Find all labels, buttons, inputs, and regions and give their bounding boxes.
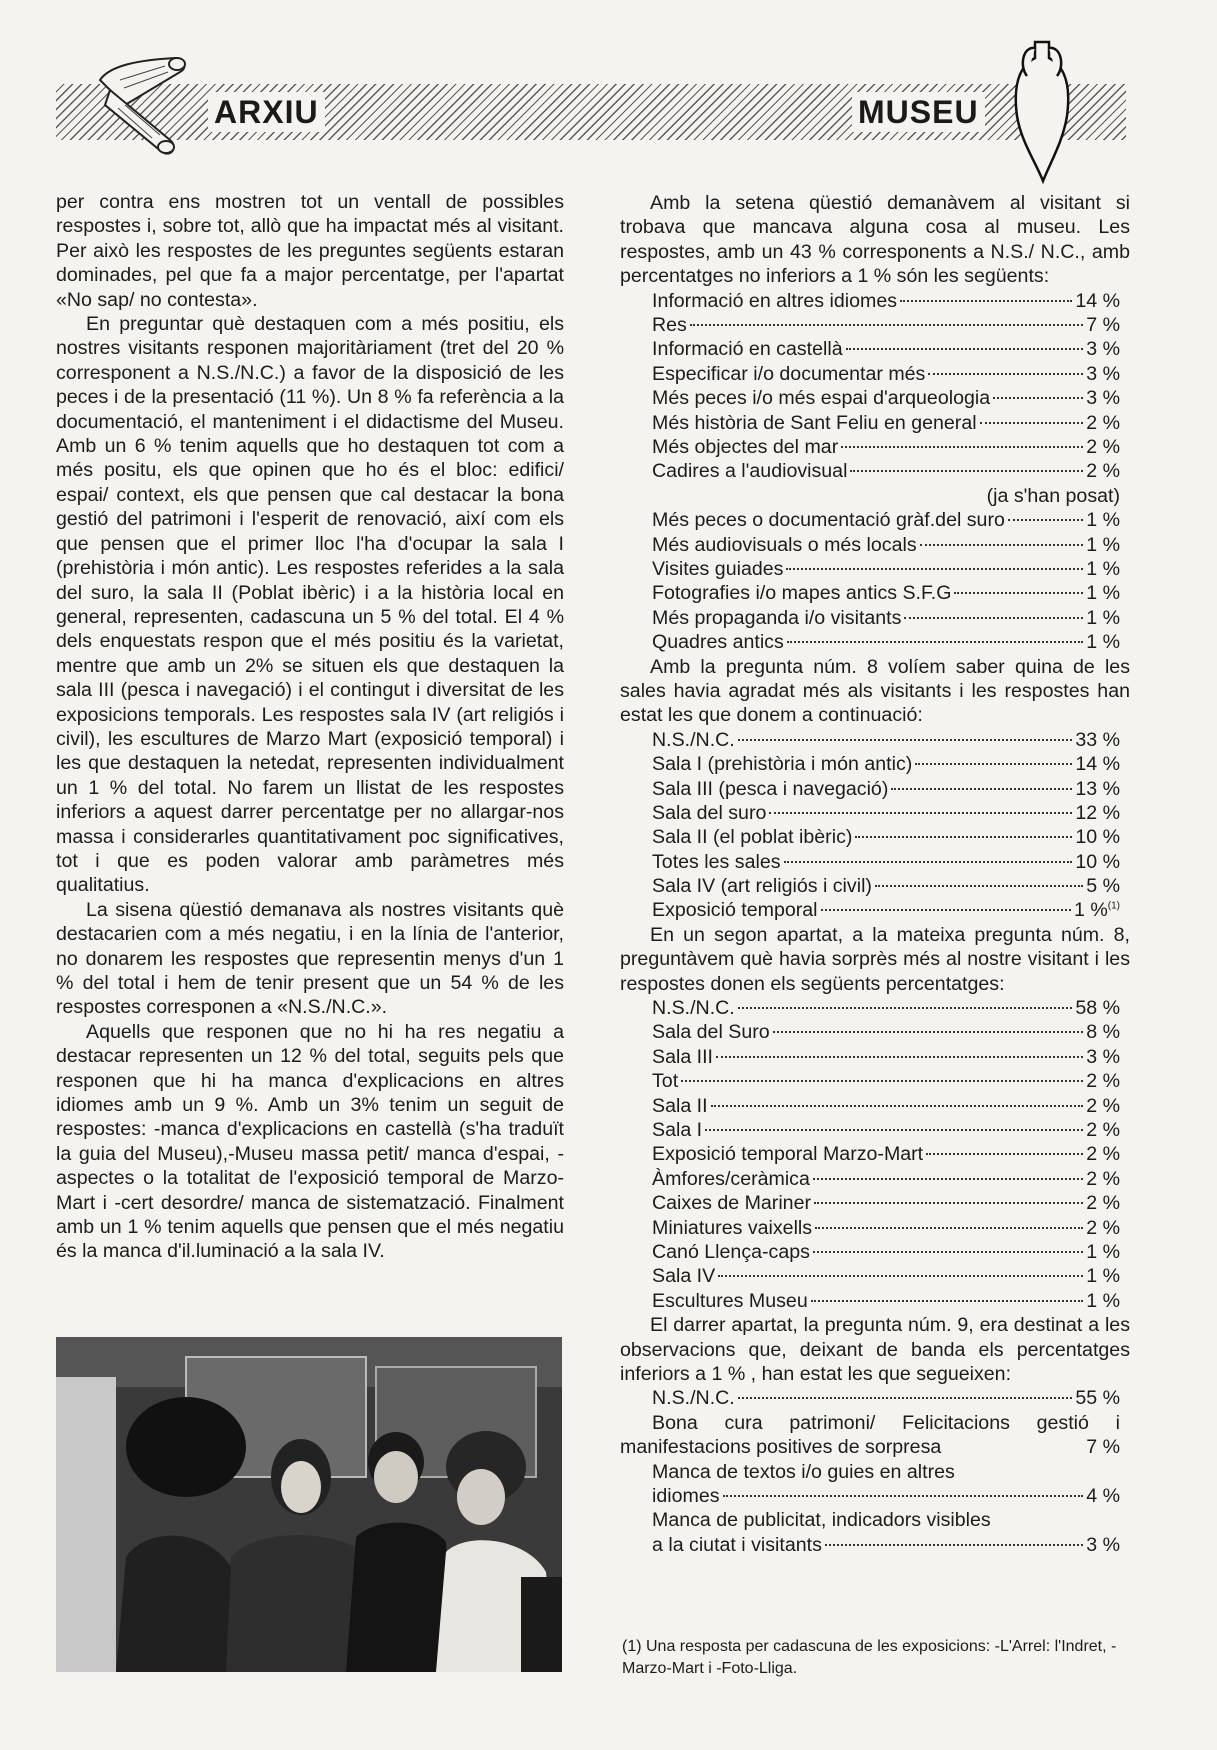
list-item: Més peces i/o més espai d'arqueologia 3 % <box>652 387 1120 410</box>
left-column <box>56 190 564 1264</box>
scroll-icon <box>80 50 200 160</box>
list-item: Sala del Suro 8 % <box>652 1021 1120 1044</box>
list-item: Exposició temporal Marzo-Mart 2 % <box>652 1143 1120 1166</box>
list-item: Fotografies i/o mapes antics S.F.G 1 % <box>652 582 1120 605</box>
list-item: Canó Llença-caps 1 % <box>652 1240 1120 1263</box>
section-title-arxiu: ARXIU <box>208 92 325 132</box>
list-item: Caixes de Mariner 2 % <box>652 1192 1120 1215</box>
list-item: N.S./N.C. 33 % <box>652 728 1120 751</box>
q7-intro: Amb la setena qüestió demanàvem al visitant si trobava que mancava alguna cosa al museu. Les respostes, amb un 43 % corresponents a N.S./ N.C., amb percentatges no inferiors a 1 % són les següents: <box>620 192 1130 288</box>
list-item: Res 7 % <box>652 314 1120 337</box>
list-item: Sala IV (art religiós i civil) 5 % <box>652 875 1120 898</box>
list-item: Bona cura patrimoni/ Felicitacions gestió i manifestacions positives de sorpresa <box>620 1411 1120 1459</box>
list-item: Més peces o documentació gràf.del suro 1 % <box>652 509 1120 532</box>
q9-intro: El darrer apartat, la pregunta núm. 9, era destinat a les observacions que, deixant de banda els percentatges inferiors a 1 % , han estat les que segueixen: <box>620 1314 1130 1385</box>
footnote: (1) Una resposta per cadascuna de les exposicions: -L'Arrel: l'Indret, -Marzo-Mart i -Foto-Lliga. <box>622 1638 1117 1677</box>
list-item: Sala II (el poblat ibèric) 10 % <box>652 826 1120 849</box>
list-item: Sala I (prehistòria i món antic) 14 % <box>652 753 1120 776</box>
list-item-value-row: 7 % <box>1086 1436 1120 1459</box>
paragraph: La sisena qüestió demanava als nostres visitants què destacarien com a més negatiu, i en la línia de l'anterior, no donarem les respostes que representin menys d'un 1 % del total i hem de tenir present que un 54 % de les respostes corresponen a «N.S./N.C.». <box>56 898 564 1019</box>
list-item: Miniatures vaixells 2 % <box>652 1216 1120 1239</box>
paragraph: Aquells que responen que no hi ha res negatiu a destacar representen un 12 % del total, seguits pels que responen que hi ha manca d'explicacions en altres idiomes amb un 9 %. Amb un 3% tenim un seguit de respostes: -manca d'explicacions en castellà (s'ha traduït la guia del Museu),-Museu massa petit/ manca d'espai, -aspectes o la totalitat de l'exposició temporal de Marzo-Mart i -cert desordre/ manca de sistematzació. Finalment amb un 1 % tenim aquells que pensen que el més negatiu és la manca d'il.luminació a la sala IV. <box>56 1020 564 1263</box>
list-item: Cadires a l'audiovisual 2 % <box>652 460 1120 483</box>
list-item: Informació en altres idiomes 14 % <box>652 289 1120 312</box>
list-item: Àmfores/ceràmica 2 % <box>652 1167 1120 1190</box>
list-item: Més història de Sant Feliu en general 2 % <box>652 411 1120 434</box>
list-item: Informació en castellà 3 % <box>652 338 1120 361</box>
list-note: (ja s'han posat) <box>986 484 1120 507</box>
q8b-intro: En un segon apartat, a la mateixa pregunta núm. 8, preguntàvem què havia sorprès més al nostre visitant i les respostes donen els següents percentatges: <box>620 923 1130 995</box>
list-item: Sala del suro 12 % <box>652 801 1120 824</box>
list-item: N.S./N.C. 55 % <box>652 1387 1120 1410</box>
section-title-museu: MUSEU <box>852 92 985 132</box>
list-item: Visites guiades 1 % <box>652 557 1120 580</box>
list-item: Més audiovisuals o més locals 1 % <box>652 533 1120 556</box>
list-item-line: Manca de publicitat, indicadors visibles <box>652 1509 991 1532</box>
list-item: Totes les sales 10 % <box>652 850 1120 873</box>
list-item: Tot 2 % <box>652 1070 1120 1093</box>
list-item: a la ciutat i visitants 3 % <box>652 1533 1120 1556</box>
list-item: idiomes 4 % <box>652 1484 1120 1507</box>
paragraph: En preguntar què destaquen com a més positiu, els nostres visitants responen majoritàriament (tret del 20 % corresponent a N.S./N.C.) a favor de la disposició de les peces i de la presentació (11 %). Un 8 % fa referència a la documentació, el manteniment i el didactisme del Museu. Amb un 6 % tenim aquells que ho destaquen tot com a més positu, els que opinen que ho és el bloc: edifici/ espai/ context, els que pensen que cal destacar la bona gestió del patrimoni i l'esperit de renovació, així com els que pensen que el primer lloc l'ha d'ocupar la sala I (prehistòria i món antic). Les respostes referides a la sala del suro, la sala II (Poblat ibèric) i a la història local en general, representen, cadascuna un 5 % del total. El 4 % dels enquestats respon que el més positiu és la varietat, mentre que amb un 2% se situen els que destaquen la sala III (pesca i navegació) i el contingut i diversitat de les exposicions temporals. Les respostes sala IV (art religiós i civil), les escultures de Marzo Mart (exposició temporal) i les que destaquen la netedat, representen individualment un 1 % del total. No farem un llistat de les respostes inferiors a aquest darrer percentatge per no allargar-nos massa i considerarles quantitativament poc significatives, tot i que es poden valorar amb paràmetres més qualitatius. <box>56 313 564 897</box>
list-item: N.S./N.C. 58 % <box>652 997 1120 1020</box>
list-item: Quadres antics 1 % <box>652 631 1120 654</box>
list-item: Sala III 3 % <box>652 1045 1120 1068</box>
visitors-photo <box>56 1337 562 1672</box>
list-item: Sala III (pesca i navegació) 13 % <box>652 777 1120 800</box>
list-item: Sala I 2 % <box>652 1119 1120 1142</box>
list-item: Més propaganda i/o visitants 1 % <box>652 606 1120 629</box>
footnote-ref: (1) <box>1107 900 1120 912</box>
paragraph: per contra ens mostren tot un ventall de possibles respostes i, sobre tot, allò que ha impactat més al visitant. Per això les respostes de les preguntes següents estaran dominades, pel que fa a major percentatge, per l'apartat «No sap/ no contesta». <box>56 191 564 311</box>
list-item: Sala IV 1 % <box>652 1265 1120 1288</box>
list-item: Especificar i/o documentar més 3 % <box>652 362 1120 385</box>
q8-intro: Amb la pregunta núm. 8 volíem saber quina de les sales havia agradat més als visitants i les respostes han estat les que donem a continuació: <box>620 655 1130 727</box>
right-column <box>620 191 1130 1557</box>
list-item: Més objectes del mar 2 % <box>652 435 1120 458</box>
amphora-icon <box>1005 36 1079 186</box>
list-item: Sala II 2 % <box>652 1094 1120 1117</box>
list-item: Exposició temporal 1 %$^{(1)}$ <box>652 899 1120 922</box>
list-item-line: Manca de textos i/o guies en altres <box>652 1460 955 1483</box>
list-item: Escultures Museu 1 % <box>652 1289 1120 1312</box>
